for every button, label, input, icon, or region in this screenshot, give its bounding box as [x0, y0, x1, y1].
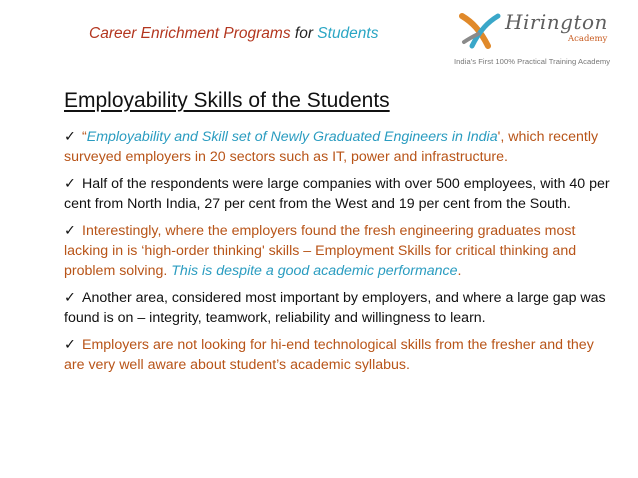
bullet-1 [64, 127, 616, 167]
checkmark-icon: ✓ [64, 176, 76, 192]
bullet-1-text: , which recently surveyed employers in 20 sectors such as IT, power and infrastructure. [64, 129, 599, 165]
bullet-4 [64, 288, 616, 328]
hirington-logo [454, 6, 628, 68]
checkmark-icon: ✓ [64, 290, 76, 306]
checkmark-icon: ✓ [64, 129, 76, 145]
bullet-5-text: Employers are not looking for hi-end technological skills from the fresher and they are very well aware about student’s academic syllabus. [64, 337, 594, 373]
tagline-programs: Career Enrichment Programs [89, 25, 291, 42]
checkmark-icon: ✓ [64, 337, 76, 353]
bullet-1-quote-close: ' [497, 129, 501, 145]
bullet-5 [64, 335, 616, 375]
logo-subtitle: Academy [568, 34, 608, 44]
bullet-3 [64, 221, 616, 281]
bullet-1-highlight: Employability and Skill set of Newly Graduated Engineers in India [86, 129, 498, 145]
logo-tagline: India's First 100% Practical Training Academy [454, 57, 611, 66]
bullet-3-text: Interestingly, where the employers found the fresh engineering graduates most lacking in is ‘high-order thinking' skills – Employment Skills for critical thinking and problem solving. [64, 223, 577, 279]
logo-name: Hirington [505, 10, 608, 34]
tagline-for: for [294, 25, 313, 42]
bullet-2-text: Half of the respondents were large companies with over 500 employees, with 40 per cent from North India, 27 per cent from the West and 19 per cent from the South. [64, 176, 610, 212]
bullet-4-text: Another area, considered most important by employers, and where a large gap was found is on – integrity, teamwork, reliability and willingness to learn. [64, 290, 606, 326]
header-tagline [89, 25, 378, 43]
slide-title: Employability Skills of the Students [64, 89, 390, 112]
tagline-students: Students [317, 25, 379, 42]
bullet-2 [64, 174, 616, 214]
bullet-3-highlight: This is despite a good academic performance [171, 263, 458, 279]
bullet-1-quote-open: “ [82, 129, 87, 145]
bullet-list [64, 127, 616, 382]
logo-mark-icon [458, 12, 504, 52]
bullet-3-end: . [457, 263, 462, 279]
checkmark-icon: ✓ [64, 223, 76, 239]
